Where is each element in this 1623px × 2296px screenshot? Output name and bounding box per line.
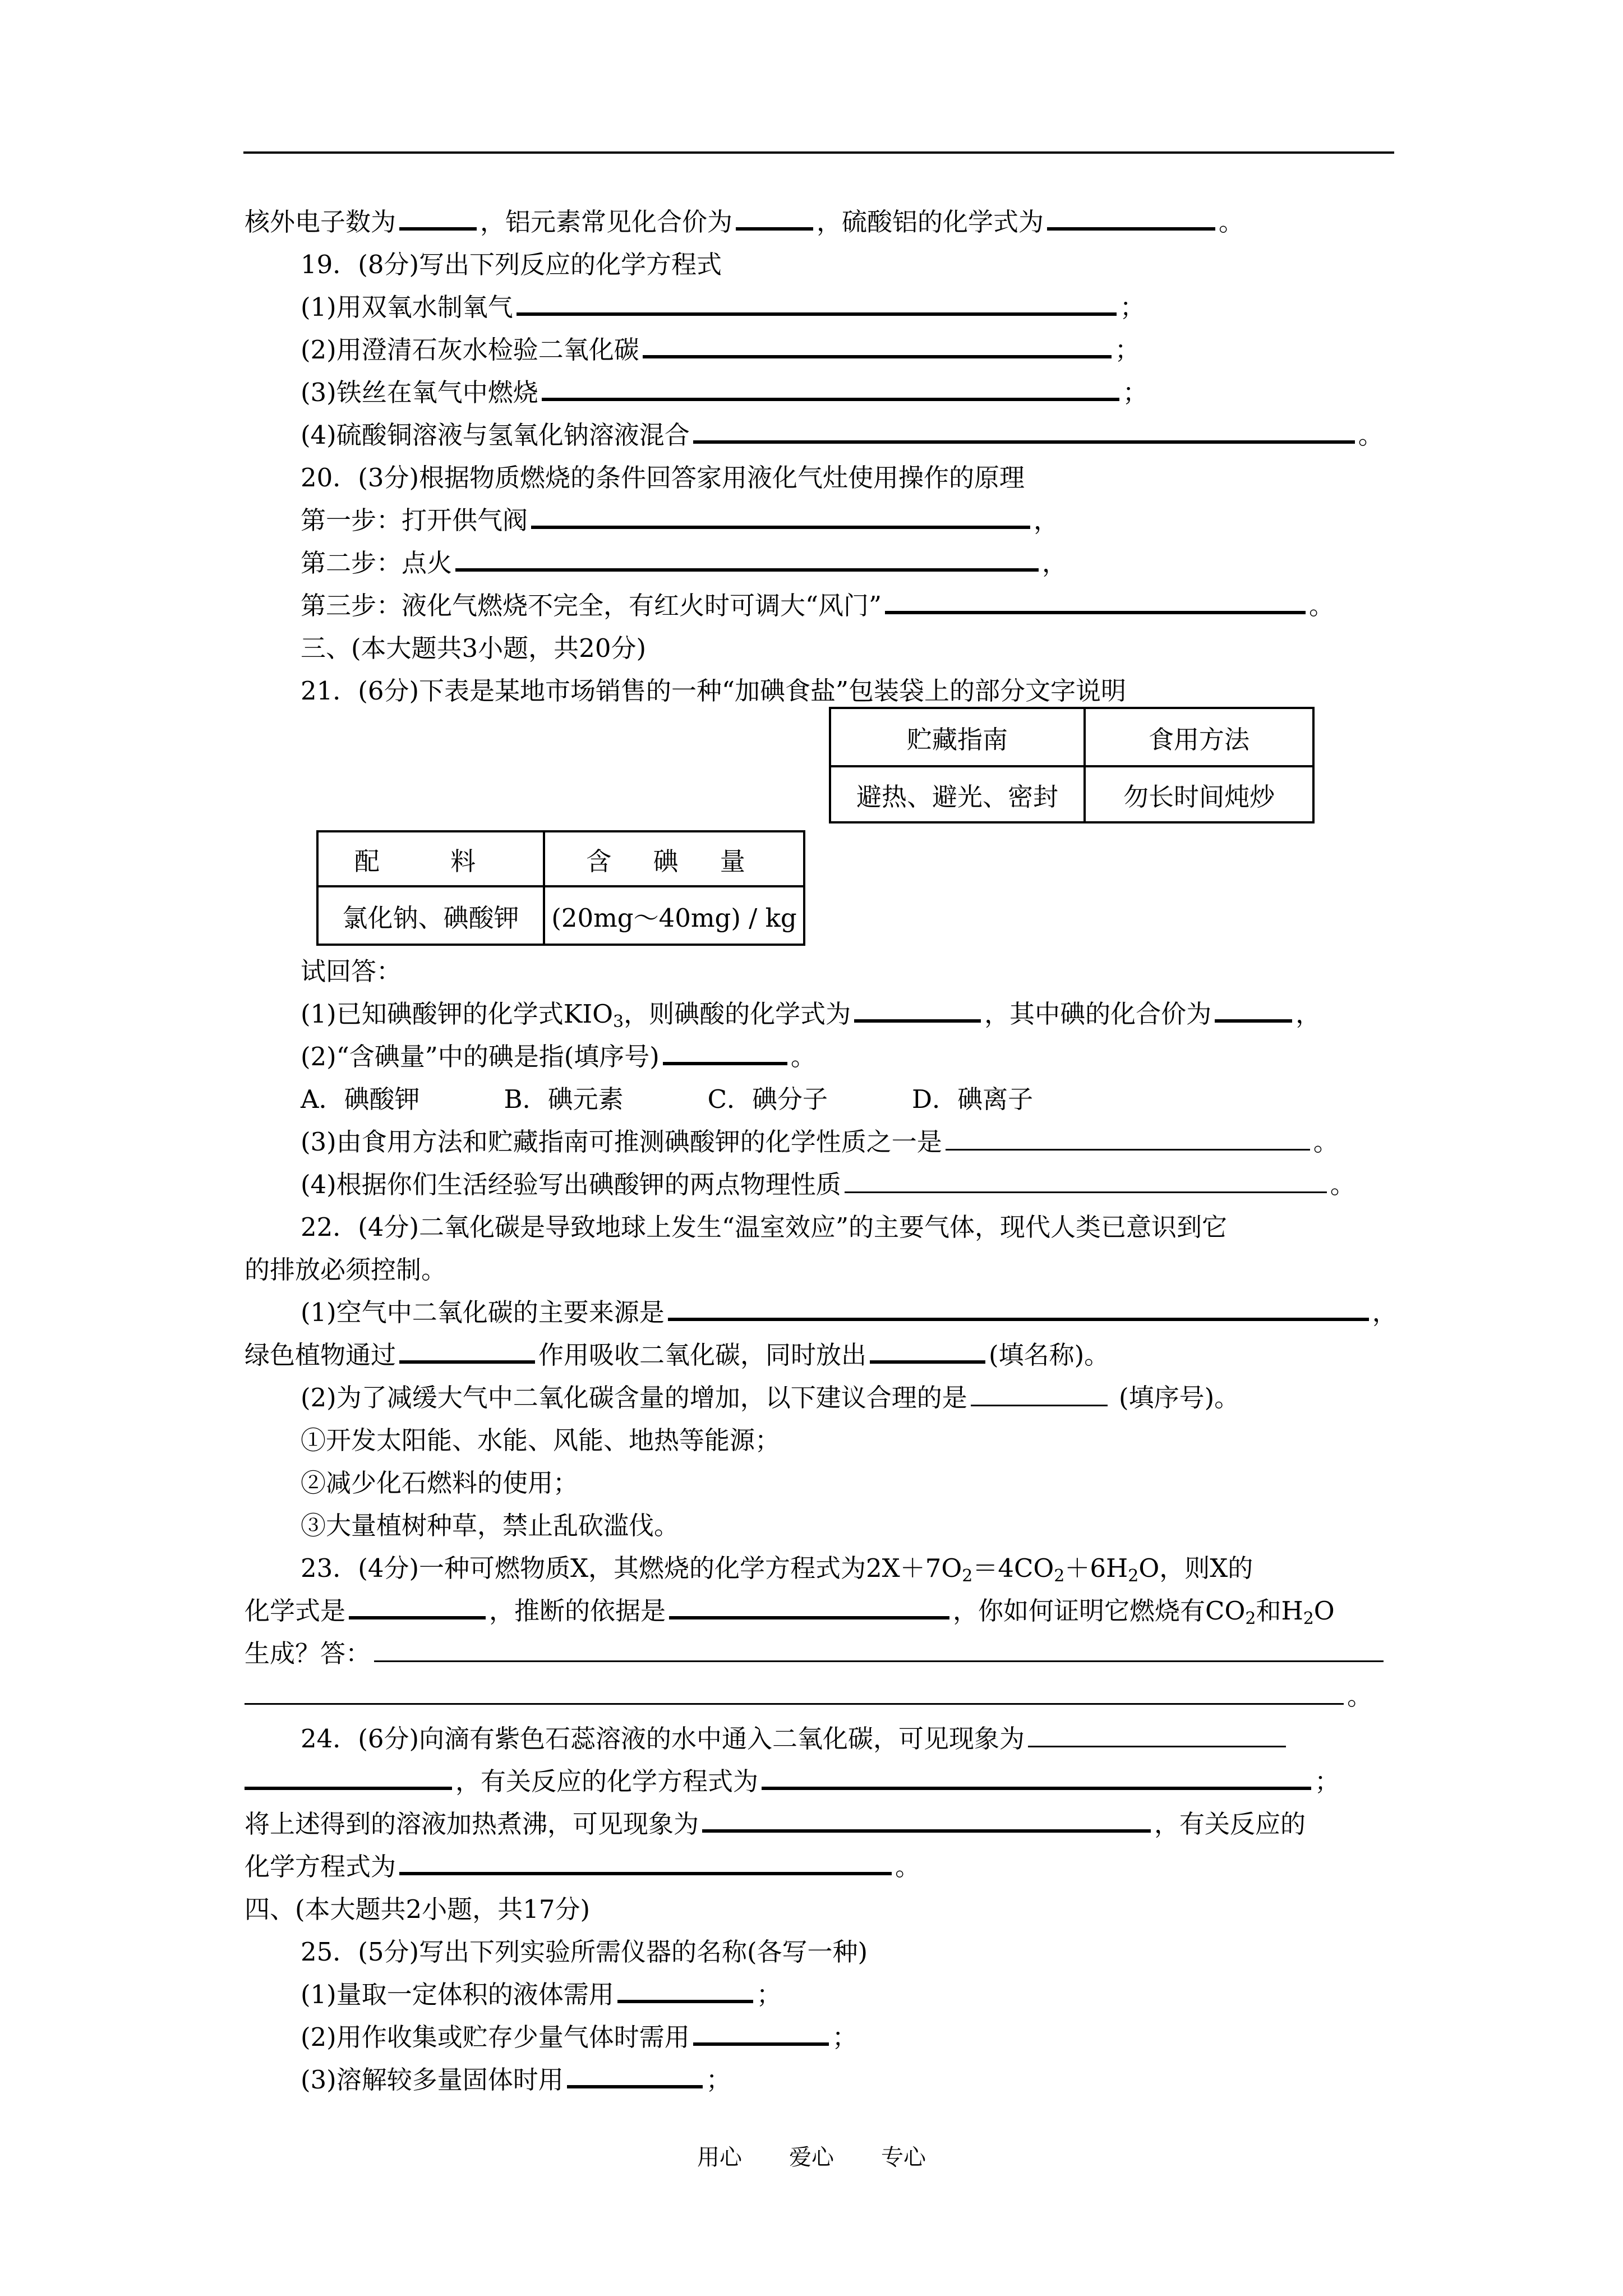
- blank: [663, 1043, 787, 1065]
- blank: [870, 1341, 985, 1364]
- q22-part-1-cont: 绿色植物通过 作用吸收二氧化碳，同时放出 (填名称)。: [245, 1340, 1110, 1370]
- q25-stem: 25．(5分)写出下列实验所需仪器的名称(各写一种): [301, 1937, 868, 1967]
- ingredient-table: [316, 830, 805, 946]
- section-3-title: 三、(本大题共3小题，共20分): [301, 633, 647, 663]
- blank: [399, 208, 477, 231]
- q19-stem: 19．(8分)写出下列反应的化学方程式: [301, 250, 722, 279]
- table-header-storage: 贮藏指南: [830, 708, 1085, 766]
- blank: [245, 1684, 1344, 1705]
- blank: [693, 2023, 829, 2046]
- q25-item-2: (2)用作收集或贮存少量气体时需用 ；: [301, 2022, 857, 2052]
- q22-stem-1: 22．(4分)二氧化碳是导致地球上发生“温室效应”的主要气体，现代人类已意识到它: [301, 1212, 1228, 1242]
- blank: [374, 1641, 1384, 1662]
- section-4-title: 四、(本大题共2小题，共17分): [245, 1894, 591, 1924]
- footer-word-3: 专心: [881, 2145, 926, 2170]
- q24-line-3: 将上述得到的溶液加热煮沸，可见现象为 ，有关反应的: [245, 1809, 1306, 1839]
- q22-suggestion-1: ①开发太阳能、水能、风能、地热等能源；: [301, 1425, 781, 1455]
- table-cell-ingredients: 氯化钠、碘酸钾: [317, 886, 544, 945]
- blank: [517, 293, 1117, 316]
- q21-stem: 21．(6分)下表是某地市场销售的一种“加碘食盐”包装袋上的部分文字说明: [301, 676, 1127, 706]
- q22-part-2: (2)为了减缓大气中二氧化碳含量的增加，以下建议合理的是 (填序号)。: [301, 1383, 1240, 1412]
- footer-word-1: 用心: [697, 2145, 742, 2170]
- q19-item-2: (2)用澄清石灰水检验二氧化碳 ；: [301, 335, 1140, 365]
- q19-item-4: (4)硫酸铜溶液与氢氧化钠溶液混合 。: [301, 420, 1384, 450]
- page-footer: [0, 2139, 1623, 2171]
- blank: [885, 592, 1306, 614]
- q23-line-3: 生成？答：: [245, 1639, 1387, 1668]
- q21-part-2: (2)“含碘量”中的碘是指(填序号) 。: [301, 1042, 816, 1071]
- option-a: A．碘酸钾: [301, 1084, 420, 1114]
- q23-line-2: 化学式是 ，推断的依据是 ，你如何证明它燃烧有$CO_2$和$H_2O$: [245, 1596, 1335, 1628]
- blank: [854, 1000, 981, 1023]
- blank: [845, 1172, 1327, 1193]
- table-cell-iodine: (20mg～40mg) / kg: [544, 886, 804, 945]
- blank: [399, 1853, 892, 1875]
- q22-part-1: (1)空气中二氧化碳的主要来源是 ，: [301, 1297, 1398, 1327]
- q20-step-2: 第二步：点火 ，: [301, 548, 1068, 578]
- option-c: C．碘分子: [707, 1084, 828, 1114]
- q25-item-3: (3)溶解较多量固体时用 ；: [301, 2065, 731, 2095]
- blank: [531, 507, 1030, 529]
- blank: [617, 1981, 753, 2003]
- blank: [1047, 208, 1215, 231]
- q20-step-1: 第一步：打开供气阀 ，: [301, 505, 1059, 535]
- q21-part-1: (1)已知碘酸钾的化学式$KIO_3$，则碘酸的化学式为 ，其中碘的化合价为 ，: [301, 999, 1321, 1032]
- table-header-usage: 食用方法: [1085, 708, 1313, 766]
- blank: [762, 1768, 1311, 1790]
- blank: [245, 1768, 452, 1790]
- blank: [542, 379, 1119, 401]
- blank: [971, 1386, 1108, 1406]
- blank: [736, 208, 813, 231]
- storage-usage-table: [829, 707, 1315, 823]
- q22-suggestion-3: ③大量植树种草，禁止乱砍滥伐。: [301, 1511, 680, 1540]
- q22-suggestion-2: ②减少化石燃料的使用；: [301, 1468, 579, 1498]
- blank: [702, 1810, 1151, 1833]
- q25-item-1: (1)量取一定体积的液体需用 ；: [301, 1980, 782, 2009]
- table-cell-storage: 避热、避光、密封: [830, 766, 1085, 822]
- blank: [567, 2066, 703, 2088]
- blank: [643, 336, 1112, 358]
- blank: [693, 421, 1355, 444]
- q23-stem: 23．(4分)一种可燃物质X，其燃烧的化学方程式为$2X+7O_2=4CO_2+6H_2O$，则X的: [301, 1553, 1253, 1586]
- q20-step-3: 第三步：液化气燃烧不完全，有红火时可调大“风门” 。: [301, 591, 1335, 620]
- q21-part-4: (4)根据你们生活经验写出碘酸钾的两点物理性质 。: [301, 1170, 1355, 1199]
- q19-item-3: (3)铁丝在氧气中燃烧 ；: [301, 378, 1148, 407]
- q19-item-1: (1)用双氧水制氧气 ；: [301, 292, 1145, 322]
- table-header-iodine: 含 碘 量: [544, 831, 804, 886]
- q21-options: [301, 1085, 1033, 1114]
- blank: [399, 1341, 535, 1364]
- line-electrons: 核外电子数为 ，铝元素常见化合价为 ，硫酸铝的化学式为 。: [245, 207, 1244, 237]
- footer-word-2: 爱心: [789, 2145, 834, 2170]
- blank: [349, 1597, 486, 1619]
- blank: [455, 549, 1039, 572]
- q20-stem: 20．(3分)根据物质燃烧的条件回答家用液化气灶使用操作的原理: [301, 463, 1025, 493]
- q23-line-4: 。: [245, 1682, 1372, 1711]
- blank: [669, 1597, 949, 1619]
- q24-line-2: ，有关反应的化学方程式为 ；: [245, 1767, 1340, 1796]
- option-b: B．碘元素: [504, 1084, 624, 1114]
- q21-part-3: (3)由食用方法和贮藏指南可推测碘酸钾的化学性质之一是 。: [301, 1127, 1339, 1157]
- q21-ask: 试回答：: [301, 956, 402, 986]
- blank: [1215, 1000, 1292, 1023]
- blank: [946, 1130, 1310, 1151]
- q24-stem: 24．(6分)向滴有紫色石蕊溶液的水中通入二氧化碳，可见现象为: [301, 1724, 1289, 1754]
- q24-line-4: 化学方程式为 。: [245, 1852, 921, 1881]
- blank: [668, 1299, 1369, 1321]
- table-cell-usage: 勿长时间炖炒: [1085, 766, 1313, 822]
- q22-stem-2: 的排放必须控制。: [245, 1255, 447, 1285]
- option-d: D．碘离子: [912, 1084, 1034, 1114]
- blank: [1028, 1727, 1286, 1747]
- table-header-ingredients: 配 料: [317, 831, 544, 886]
- header-rule: [243, 151, 1394, 154]
